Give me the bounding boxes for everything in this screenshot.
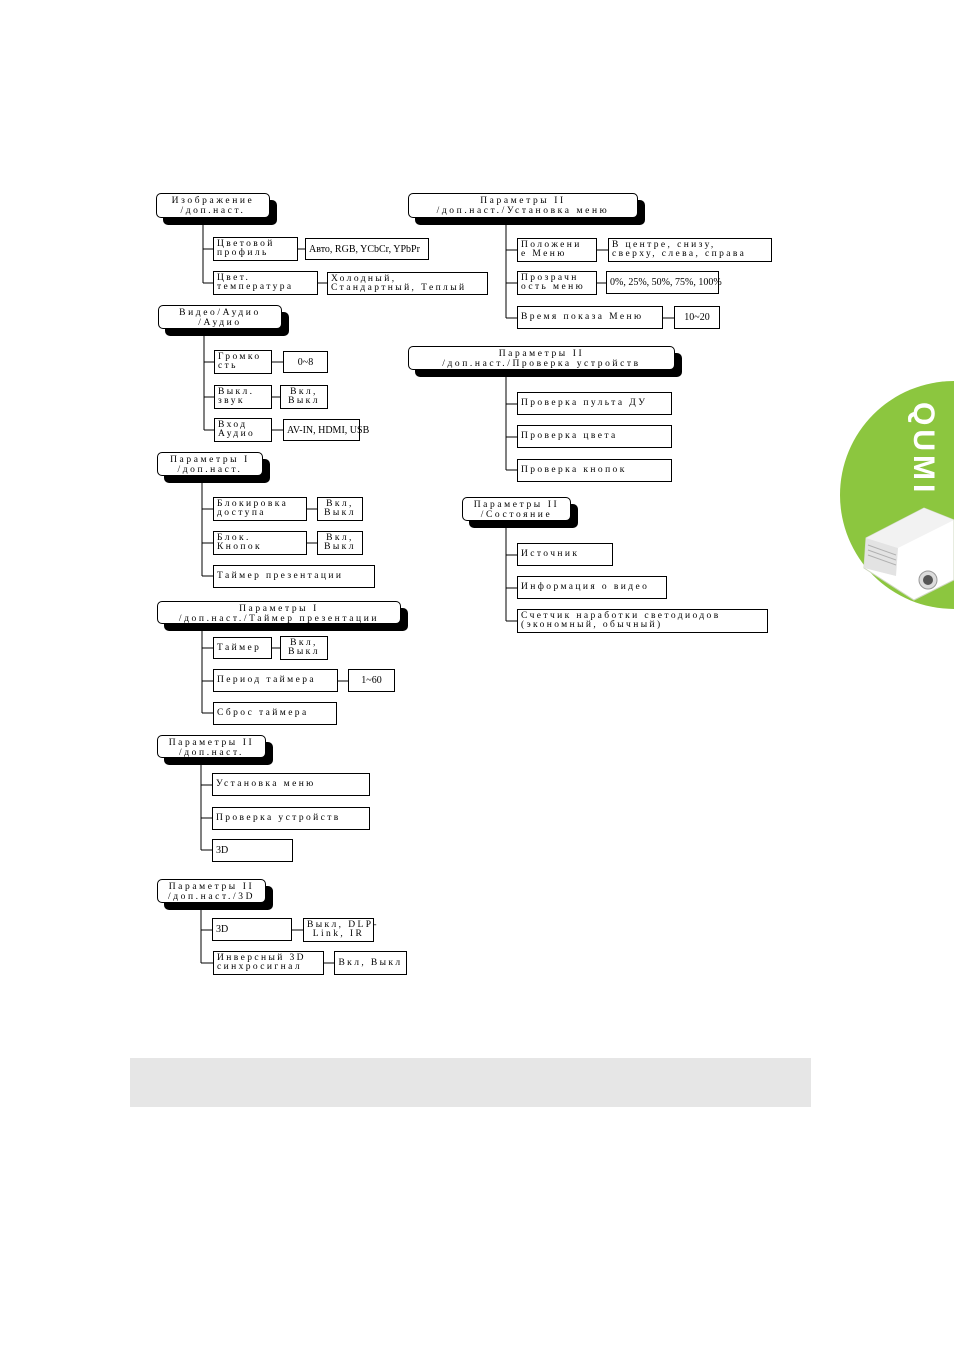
timer-item[interactable] (213, 637, 272, 659)
color-test-item[interactable] (517, 425, 672, 448)
brand-badge (840, 380, 954, 610)
source-item[interactable] (517, 543, 613, 566)
item-label: ость меню (521, 282, 586, 292)
value-text: Авто, RGB, YCbCr, YPbPr (309, 243, 420, 255)
three-d-mode-value (303, 918, 379, 942)
item-label: звук (218, 396, 245, 406)
mute-item[interactable] (214, 385, 272, 409)
item-label: Время показа Меню (521, 312, 644, 322)
access-lock-value (317, 497, 363, 521)
header-line: Параметры II (498, 349, 585, 359)
menu-transparency-item[interactable] (517, 271, 597, 295)
item-label: температура (217, 282, 294, 292)
value-text: сверху, слева, справа (612, 249, 747, 259)
item-label: Громко (218, 352, 262, 362)
brand-logo-text: QUMI (907, 402, 940, 497)
item-label: Проверка цвета (521, 431, 618, 441)
item-label: Аудио (218, 429, 256, 439)
key-lock-value (317, 531, 363, 555)
menu-header-settings1-adv (157, 452, 263, 476)
item-label: е Меню (521, 249, 567, 259)
header-line: Видео/Аудио (179, 308, 261, 318)
value-text: Выкл (288, 647, 320, 657)
item-label: Цвет. (217, 273, 251, 283)
item-label: Сброс таймера (217, 708, 309, 718)
value-text: Выкл (288, 396, 320, 406)
item-label: Источник (521, 549, 580, 559)
menu-header-settings2-status (462, 497, 571, 521)
item-label: Период таймера (217, 675, 316, 685)
menu-transparency-value (606, 271, 722, 294)
video-info-item[interactable] (517, 576, 667, 599)
item-label: Выкл. (218, 387, 255, 397)
item-label: Блок. (217, 533, 251, 543)
menu-display-time-value (674, 306, 720, 329)
color-profile-item[interactable] (213, 237, 298, 261)
value-text: Вкл, (290, 387, 318, 397)
timer-period-value (348, 669, 395, 692)
item-label: 3D (216, 924, 229, 935)
item-label: Положени (521, 240, 582, 250)
menu-position-value (608, 238, 772, 262)
key-lock-item[interactable] (213, 531, 307, 555)
item-label: Блокировка (217, 499, 289, 509)
header-line: /Состояние (480, 510, 553, 520)
timer-value (280, 636, 328, 660)
item-label: Установка меню (216, 779, 316, 789)
item-label: (экономный, обычный) (521, 620, 663, 630)
header-line: Параметры I (239, 604, 319, 614)
value-text: 0%, 25%, 50%, 75%, 100% (610, 277, 722, 288)
header-line: Параметры II (168, 882, 255, 892)
audio-in-value (283, 419, 370, 441)
value-text: 10~20 (684, 312, 710, 323)
value-text: 0~8 (297, 356, 314, 368)
value-text: Вкл, Выкл (338, 957, 403, 968)
brand-badge-graphic (840, 380, 954, 610)
color-temp-item[interactable] (213, 271, 318, 295)
menu-header-video-audio (158, 305, 282, 329)
timer-reset-item[interactable] (213, 702, 337, 725)
value-text: Вкл, (326, 533, 354, 543)
mute-value (280, 385, 328, 409)
item-label: сть (218, 361, 238, 371)
value-text: В центре, снизу, (612, 240, 716, 250)
item-label: Прозрачн (521, 273, 579, 283)
value-text: Вкл, (290, 638, 318, 648)
volume-item[interactable] (214, 350, 272, 374)
header-line: /доп.наст. (178, 748, 244, 758)
header-line: Изображение (171, 196, 255, 206)
value-text: 1~60 (361, 675, 382, 686)
value-text: Вкл, (326, 499, 354, 509)
menu-header-settings2-menu (408, 193, 638, 218)
inverse-sync-value (334, 951, 407, 975)
value-text: Выкл, DLP- (307, 920, 379, 930)
header-line: /Аудио (198, 318, 242, 328)
header-line: /доп.наст./Таймер презентации (178, 614, 380, 624)
item-label: Информация о видео (521, 582, 650, 592)
menu-header-settings2-3d (157, 879, 266, 903)
audio-in-item[interactable] (214, 418, 272, 442)
item-label: Проверка пульта ДУ (521, 398, 648, 408)
header-line: /доп.наст. (180, 206, 246, 216)
footer-bar (130, 1058, 811, 1107)
menu-header-settings2-adv (157, 735, 266, 758)
menu-setup-item[interactable] (212, 773, 370, 796)
value-text: Выкл (324, 508, 356, 518)
item-label: Цветовой (217, 239, 275, 249)
item-label: профиль (217, 248, 269, 258)
value-text: Выкл (324, 542, 356, 552)
item-label: 3D (216, 845, 229, 856)
item-label: Вход (218, 420, 248, 430)
menu-display-time-item[interactable] (517, 306, 663, 329)
item-label: Таймер (217, 642, 262, 653)
menu-header-settings1-timer (157, 601, 401, 624)
value-text: AV-IN, HDMI, USB (287, 424, 370, 436)
value-text: Холодный, (331, 274, 397, 284)
item-label: Проверка устройств (216, 813, 341, 823)
item-label: Инверсный 3D (217, 953, 306, 963)
volume-value (283, 351, 328, 373)
device-test-item[interactable] (212, 807, 370, 830)
header-line: Параметры II (480, 196, 566, 206)
item-label: Проверка кнопок (521, 465, 627, 475)
value-text: Link, IR (312, 929, 365, 939)
item-label: доступа (217, 508, 266, 518)
item-label: Кнопок (217, 542, 263, 552)
inverse-sync-item[interactable] (213, 951, 324, 975)
menu-position-item[interactable] (517, 238, 597, 262)
color-profile-value (305, 238, 429, 260)
header-line: Параметры II (168, 738, 255, 748)
led-hours-item[interactable] (517, 609, 768, 633)
header-line: /доп.наст./Установка меню (436, 206, 610, 216)
item-label: Счетчик наработки светодиодов (521, 611, 721, 621)
button-test-item[interactable] (517, 459, 672, 482)
header-line: Параметры I (170, 455, 250, 465)
timer-period-item[interactable] (213, 669, 338, 692)
header-line: /доп.наст./3D (167, 892, 256, 902)
menu-header-settings2-device (408, 346, 675, 370)
three-d-mode-item[interactable] (212, 918, 292, 941)
value-text: Стандартный, Теплый (331, 283, 467, 293)
header-line: Параметры II (473, 500, 560, 510)
item-label: Таймер презентации (217, 571, 344, 581)
color-temp-value (327, 272, 488, 295)
access-lock-item[interactable] (213, 497, 307, 521)
remote-test-item[interactable] (517, 392, 672, 415)
item-label: синхросигнал (217, 962, 302, 972)
header-line: /доп.наст. (177, 465, 243, 475)
three-d-item[interactable] (212, 839, 293, 862)
header-line: /доп.наст./Проверка устройств (442, 359, 641, 369)
presentation-timer-item[interactable] (213, 565, 375, 588)
menu-header-image-adv (156, 193, 270, 218)
